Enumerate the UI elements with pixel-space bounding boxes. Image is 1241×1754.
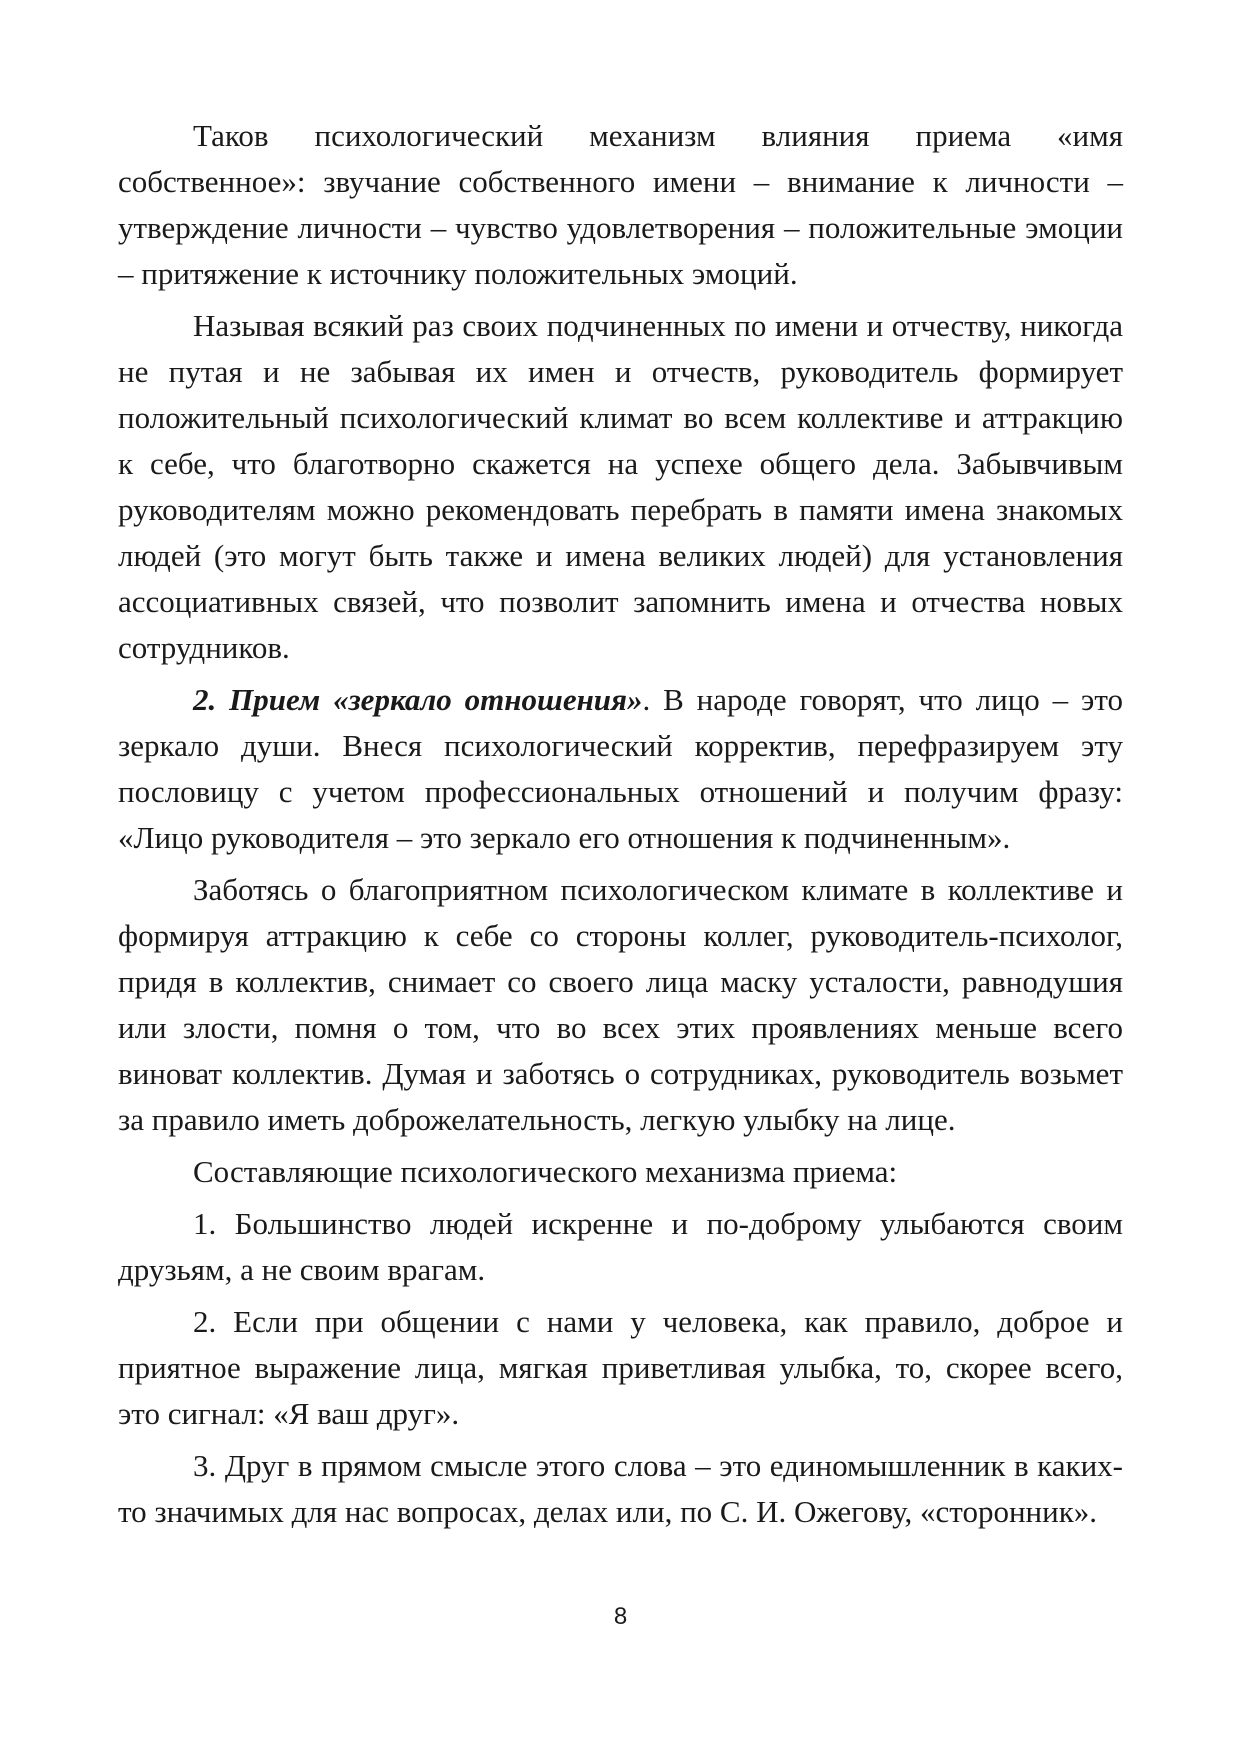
paragraph-mirror-technique — [118, 677, 1123, 861]
list-item-1: 1. Большинство людей искренне и по-доброму улыбаются своим друзьям, а не своим врагам. — [118, 1206, 1123, 1287]
paragraph-names: Называя всякий раз своих подчиненных по имени и отчеству, никогда не путая и не забывая их имен и отчеств, руководитель формирует положительный психологический климат во всем коллективе и аттракцию к себе, что благотворно скажется на успехе общего дела. Забывчивым руководителям можно рекомендовать перебрать в памяти имена знакомых людей (это могут быть также и имена великих людей) для установления ассоциативных связей, что позволит запомнить имена и отчества новых сотрудников. — [118, 308, 1123, 665]
section-text: . В народе говорят, что лицо – это зеркало души. Внеся психологический корректив, перефразируем эту пословицу с учетом профессиональных отношений и получим фразу: «Лицо руководителя – это зеркало его отношения к подчиненным». — [118, 682, 1123, 855]
paragraph-mechanism: Таков психологический механизм влияния приема «имя собственное»: звучание собственного имени – внимание к личности – утверждение личности – чувство удовлетворения – положительные эмоции – притяжение к источнику положительных эмоций. — [118, 118, 1123, 291]
section-heading: 2. Прием «зеркало отношения» — [193, 682, 643, 717]
document-body — [118, 113, 1123, 1541]
list-item-3: 3. Друг в прямом смысле этого слова – это единомышленник в каких-то значимых для нас вопросах, делах или, по С. И. Ожегову, «сторонник». — [118, 1448, 1123, 1529]
page-number: 8 — [613, 1603, 628, 1630]
paragraph-climate: Заботясь о благоприятном психологическом климате в коллективе и формируя аттракцию к себе со стороны коллег, руководитель-психолог, придя в коллектив, снимает со своего лица маску усталости, равнодушия или злости, помня о том, что во всех этих проявлениях меньше всего виноват коллектив. Думая и заботясь о сотрудниках, руководитель возьмет за правило иметь доброжелательность, легкую улыбку на лице. — [118, 872, 1123, 1137]
list-item-2: 2. Если при общении с нами у человека, как правило, доброе и приятное выражение лица, мягкая приветливая улыбка, то, скорее всего, это сигнал: «Я ваш друг». — [118, 1304, 1123, 1431]
paragraph-components-intro: Составляющие психологического механизма приема: — [193, 1154, 898, 1189]
